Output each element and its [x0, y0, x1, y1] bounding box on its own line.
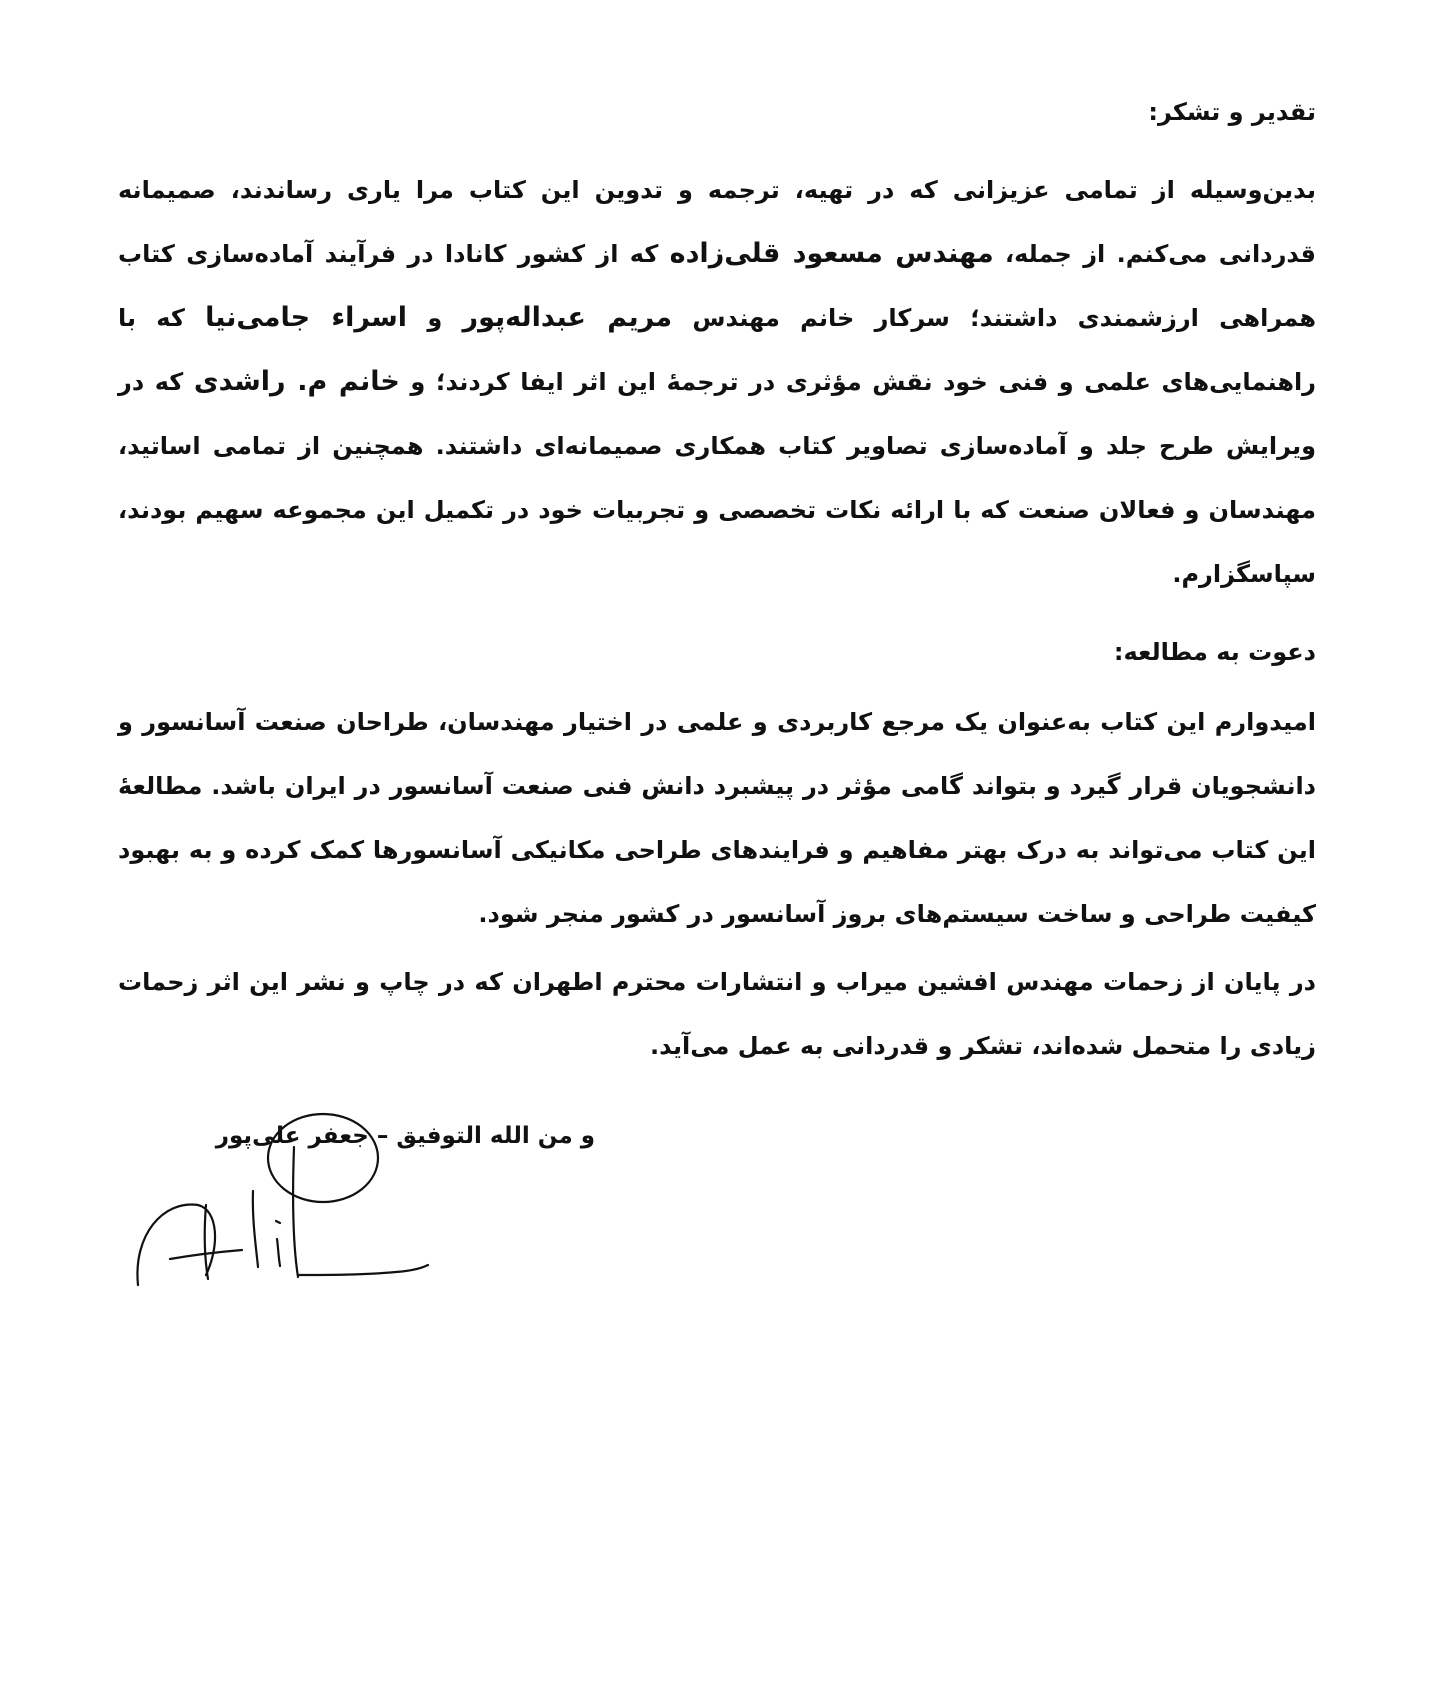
signature	[128, 1085, 498, 1295]
named-person-rashedi: خانم م. راشدی	[193, 366, 400, 397]
letter-content	[118, 80, 1316, 1078]
paragraph-1-segment: که در ویرایش طرح جلد و آماده‌سازی تصاویر کتاب همکاری صمیمانه‌ای داشتند. همچنین از تمامی اساتید، مهندسان و فعالان صنعت که با ارائه نکات تخصصی و تجربیات خود در تکمیل این مجموعه سهیم بودند، سپاسگزارم.	[118, 368, 1316, 588]
named-engineer-asra: اسراء جامی‌نیا	[205, 302, 408, 333]
paragraph-1-segment: بدین‌وسیله از تمامی عزیزانی که در تهیه، ترجمه و تدوین این کتاب مرا یاری رساندند، صمیمانه قدردانی می‌کنم. از جمله،	[118, 176, 1316, 268]
closing-line: و من الله التوفیق – جعفر علی‌پور	[215, 1123, 595, 1149]
named-engineer-masoud: مهندس مسعود قلی‌زاده	[669, 238, 994, 269]
study-invitation-paragraph: امیدوارم این کتاب به‌عنوان یک مرجع کاربردی و علمی در اختیار مهندسان، طراحان صنعت آسانسور و دانشجویان قرار گیرد و بتواند گامی مؤثر در پیشبرد دانش فنی صنعت آسانسور در ایران باشد. مطالعهٔ این کتاب می‌تواند به درک بهتر مفاهیم و فرایندهای طراحی مکانیکی آسانسورها کمک کرده و به بهبود کیفیت طراحی و ساخت سیستم‌های بروز آسانسور در کشور منجر شود.	[118, 708, 1316, 928]
paragraph-1-segment: و	[407, 304, 463, 332]
paragraph-1-segment: که با راهنمایی‌های علمی و فنی خود نقش مؤثری در ترجمهٔ این اثر ایفا کردند؛ و	[118, 304, 1317, 396]
paragraph-1-segment: که از کشور کانادا در فرآیند آماده‌سازی کتاب همراهی ارزشمندی داشتند؛ سرکار خانم مهندس	[118, 240, 1316, 332]
closing-thanks-paragraph: در پایان از زحمات مهندس افشین میراب و انتشارات محترم اطهران که در چاپ و نشر این اثر زحمات زیادی را متحمل شده‌اند، تشکر و قدردانی به عمل می‌آید.	[118, 968, 1316, 1060]
study-invitation-heading: دعوت به مطالعه:	[1113, 638, 1316, 666]
named-engineer-maryam: مریم عبداله‌پور	[462, 302, 673, 333]
acknowledgements-heading: تقدیر و تشکر:	[1148, 98, 1316, 126]
acknowledgements-paragraph	[118, 158, 1316, 606]
